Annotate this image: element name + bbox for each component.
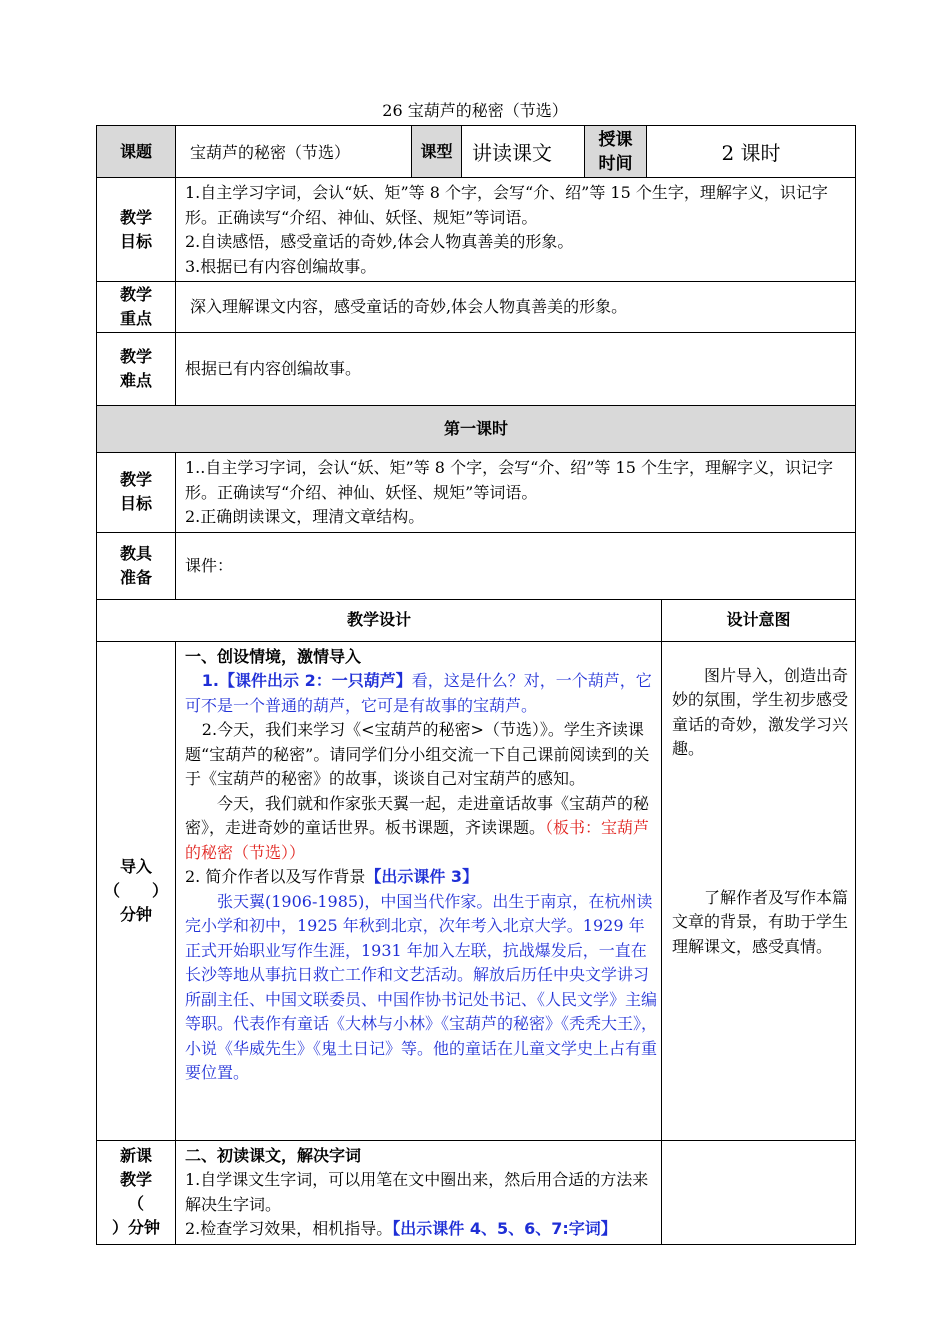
tools-label: 教具 准备: [97, 532, 176, 599]
lesson1-goals-label: 教学 目标: [97, 453, 176, 533]
intro-row: [97, 641, 856, 1140]
newlesson-p2-text: 2.检查学习效果，相机指导。: [185, 1219, 393, 1238]
tools-text: 课件：: [176, 532, 856, 599]
lesson1-goal-2: 2.正确朗读课文，理清文章结构。: [185, 507, 425, 526]
document-title: 26 宝葫芦的秘密（节选）: [382, 101, 568, 120]
goals-content: [176, 178, 856, 282]
intro-p3-text: 今天，我们就和作家张天翼一起，走进童话故事《宝葫芦的秘密》，走进奇妙的童话世界。板书课题，齐读课题。: [185, 793, 650, 837]
intro-p4-text: 2. 简介作者以及写作背景: [185, 867, 366, 886]
design-header-row: [97, 599, 856, 641]
newlesson-label: 新课 教学 （ ）分钟: [97, 1140, 176, 1244]
newlesson-paragraph-2: [185, 1217, 659, 1242]
header-row: [97, 126, 856, 178]
difficulties-row: [97, 333, 856, 406]
lesson1-goals-row: [97, 453, 856, 533]
goal-2: 2.自读感悟，感受童话的奇妙,体会人物真善美的形象。: [185, 232, 574, 251]
intro-intent-2: 了解作者及写作本篇文章的背景，有助于学生理解课文，感受真情。: [672, 887, 849, 956]
intro-intent-1: 图片导入，创造出奇妙的氛围，学生初步感受童话的奇妙，激发学习兴趣。: [672, 665, 849, 758]
newlesson-content: [176, 1140, 662, 1244]
goals-row: [97, 178, 856, 282]
intro-paragraph-author: 张天翼(1906-1985)，中国当代作家。出生于南京，在杭州读完小学和初中，1925 年秋到北京，次年考入北京大学。1929 年正式开始职业写作生涯，1931 年加入左联，抗战爆发后，一直在长沙等地从事抗日救亡工作和文艺活动。解放后历任中央文学讲习所副主任、中国文联委员、中国作协书记处书记、《人民文学》主编等职。代表作有童话《大林与小林》《宝葫芦的秘密》《秃秃大王》，小说《华威先生》《鬼土日记》等。他的童话在儿童文学史上占有重要位置。: [185, 891, 658, 1082]
intro-paragraph-1: [185, 669, 659, 718]
goals-label: 教学 目标: [97, 178, 176, 282]
type-value: 讲读课文: [462, 126, 585, 178]
newlesson-heading: 二、初读课文，解决字词: [185, 1145, 362, 1165]
newlesson-row: [97, 1140, 856, 1244]
newlesson-intent-cell: [662, 1140, 856, 1244]
topic-label: 课题: [97, 126, 176, 178]
tools-row: [97, 532, 856, 599]
lesson1-heading: 第一课时: [97, 406, 856, 453]
intro-p1-text: 看，这是什么？对，一个葫芦，它可不是一个普通的葫芦，它可是有故事的宝葫芦。: [185, 671, 652, 715]
intro-p1-courseware-tag: 【课件出示 2：一只葫芦】: [219, 671, 412, 690]
time-label: 授课 时间: [585, 126, 647, 178]
goal-3: 3.根据已有内容创编故事。: [185, 256, 377, 276]
intent-column-header: 设计意图: [662, 599, 856, 641]
newlesson-paragraph-1: 1.自学课文生字词，可以用笔在文中圈出来，然后用合适的方法来解决生字词。: [185, 1170, 649, 1214]
type-label: 课型: [412, 126, 462, 178]
goal-1: 1.自主学习字词，会认“妖、矩”等 8 个字，会写“介、绍”等 15 个生字，理解字义，识记字形。正确读写“介绍、神仙、妖怪、规矩”等词语。: [185, 183, 828, 227]
lesson1-goals-content: [176, 453, 856, 533]
key-points-row: [97, 282, 856, 333]
topic-value: 宝葫芦的秘密（节选）: [176, 126, 412, 178]
key-points-text: 深入理解课文内容，感受童话的奇妙,体会人物真善美的形象。: [176, 282, 856, 333]
intro-paragraph-2: 2.今天，我们来学习《<宝葫芦的秘密>（节选）》。学生齐读课题“宝葫芦的秘密”。请同学们分小组交流一下自己课前阅读到的关于《宝葫芦的秘密》的故事，谈谈自己对宝葫芦的感知。: [185, 720, 650, 788]
lesson-plan-table: [96, 125, 856, 1245]
intro-p4-courseware-tag: 【出示课件 3】: [365, 867, 479, 886]
lesson1-heading-row: [97, 406, 856, 453]
design-column-header: 教学设计: [97, 599, 662, 641]
intro-intent-cell: [662, 641, 856, 1140]
intro-paragraph-3: [185, 792, 659, 866]
newlesson-p2-courseware-tag: 【出示课件 4、5、6、7:字词】: [392, 1219, 617, 1238]
intro-p1-number: 1.: [201, 671, 220, 690]
time-value: 2 课时: [647, 126, 856, 178]
intro-heading: 一、创设情境，激情导入: [185, 646, 362, 666]
lesson1-goal-1: 1..自主学习字词，会认“妖、矩”等 8 个字，会写“介、绍”等 15 个生字，理解字义，识记字形。正确读写“介绍、神仙、妖怪、规矩”等词语。: [185, 458, 833, 502]
intro-paragraph-4: [185, 865, 659, 890]
difficulties-text: 根据已有内容创编故事。: [176, 333, 856, 406]
intro-p3-board: （板书：宝葫芦的秘密（节选））: [185, 818, 650, 862]
intro-content: [176, 641, 662, 1140]
key-points-label: 教学 重点: [97, 282, 176, 333]
difficulties-label: 教学 难点: [97, 333, 176, 406]
intro-label: 导入 （ ） 分钟: [97, 641, 176, 1140]
